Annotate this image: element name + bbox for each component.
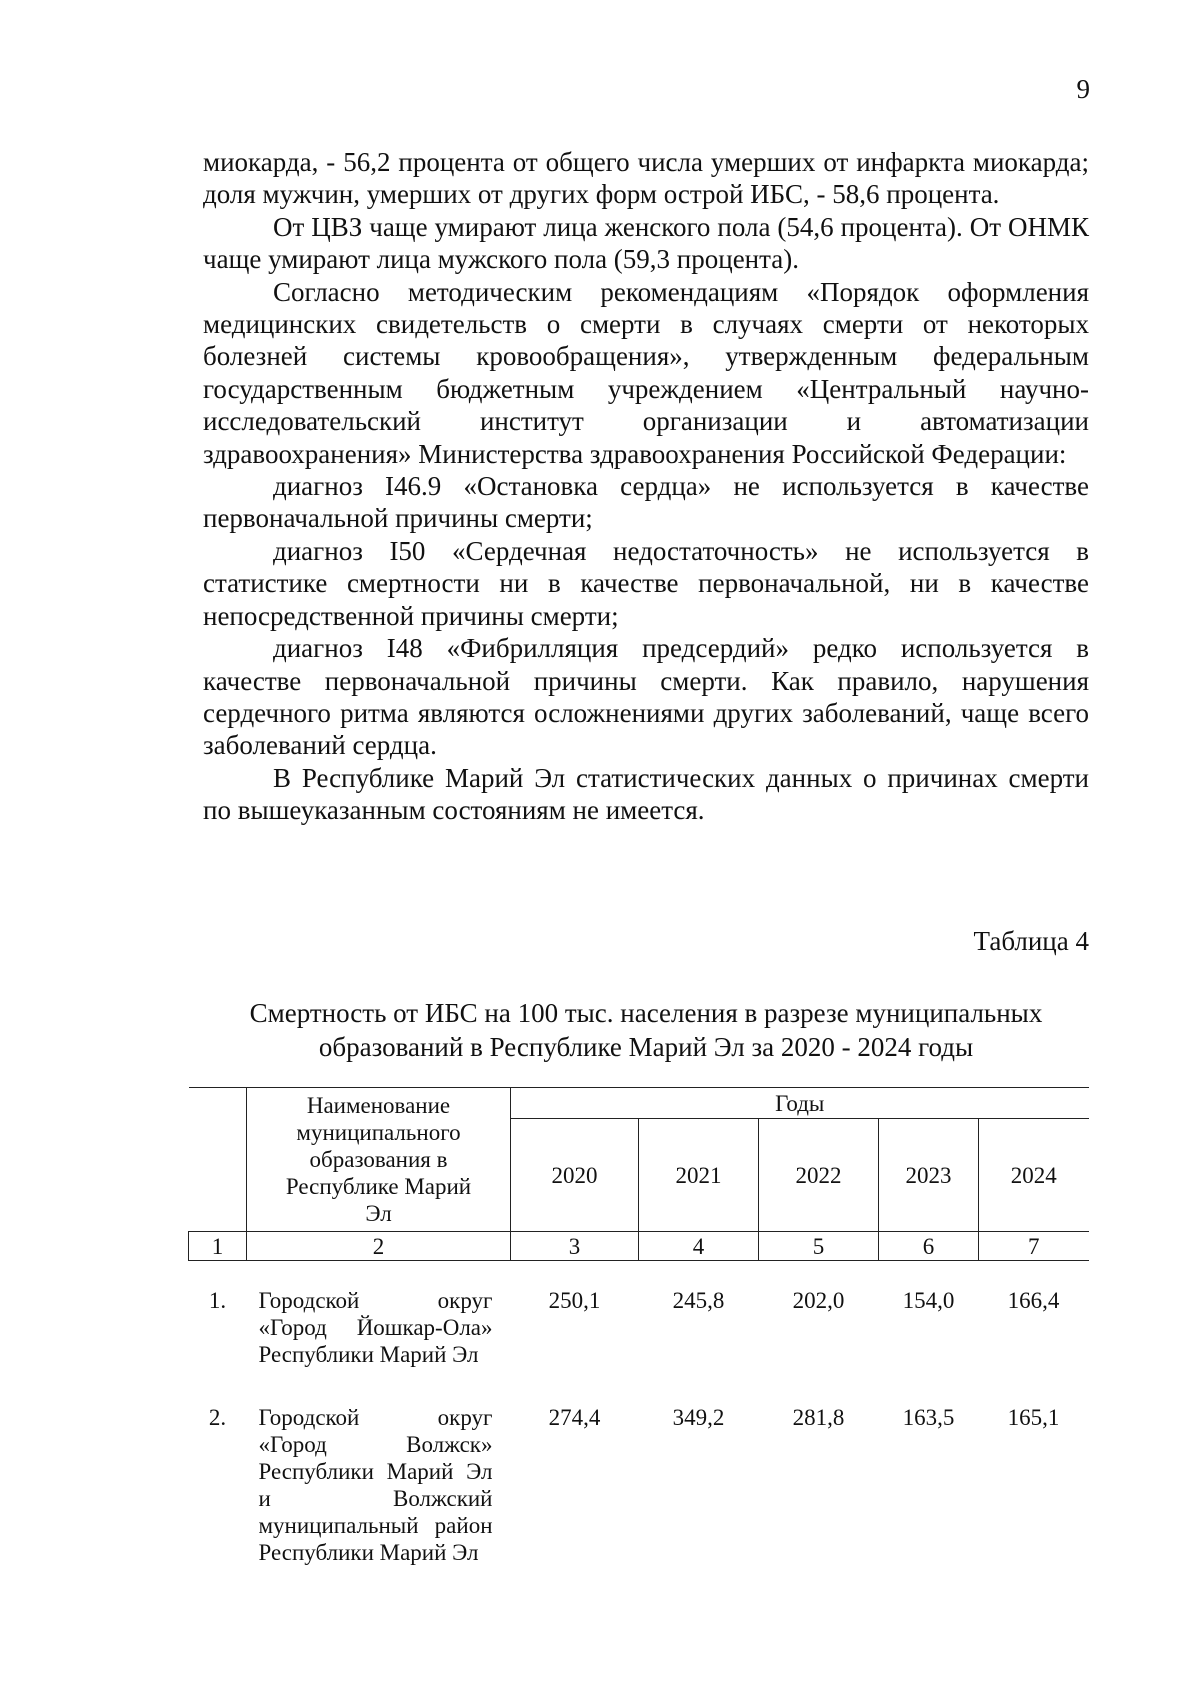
col-number-6: 6 — [879, 1232, 979, 1261]
row-name: Городской округ «Город Йошкар-Ола» Республики Марий Эл — [258, 1288, 493, 1367]
row-name: Городской округ «Город Волжск» Республики Марий Эл и Волжский муниципальный район Республики Марий Эл — [258, 1405, 493, 1565]
paragraph-3: Согласно методическим рекомендациям «Порядок оформления медицинских свидетельств о смерти в случаях смерти от некоторых болезней системы кровообращения», утвержденным федеральным государственным бюджетным учреждением «Центральный научно-исследовательский институт организации и автоматизации здравоохранения» Министерства здравоохранения Российской Федерации: — [203, 276, 1089, 469]
col-number-1: 1 — [189, 1232, 247, 1261]
col-number-4: 4 — [639, 1232, 759, 1261]
row-value-2020: 250,1 — [548, 1288, 601, 1313]
paragraph-5: диагноз I50 «Сердечная недостаточность» не используется в статистике смертности ни в качестве первоначальной, ни в качестве непосредственной причины смерти; — [203, 535, 1089, 631]
row-value-2022: 281,8 — [792, 1405, 845, 1430]
row-value-2024: 166,4 — [1007, 1288, 1060, 1313]
row-value-2023: 163,5 — [902, 1405, 955, 1430]
row-number: 2. — [208, 1405, 227, 1430]
header-year-2022: 2022 — [759, 1119, 879, 1232]
col-number-7: 7 — [979, 1232, 1089, 1261]
table-row — [189, 1287, 1089, 1368]
paragraph-6: диагноз I48 «Фибрилляция предсердий» редко используется в качестве первоначальной причины смерти. Как правило, нарушения сердечного ритма являются осложнениями других заболеваний, чаще всего заболеваний сердца. — [203, 633, 1089, 761]
table-row — [189, 1404, 1089, 1566]
paragraph-4: диагноз I46.9 «Остановка сердца» не используется в качестве первоначальной причины смерти; — [203, 471, 1089, 534]
row-value-2021: 349,2 — [672, 1405, 725, 1430]
row-value-2023: 154,0 — [902, 1288, 955, 1313]
header-name-cell: Наименование муниципального образования в Республике Марий Эл — [247, 1088, 511, 1232]
header-number-cell — [189, 1088, 247, 1232]
row-value-2020: 274,4 — [548, 1405, 601, 1430]
paragraph-7: В Республике Марий Эл статистических данных о причинах смерти по вышеуказанным состояниям не имеется. — [203, 762, 1089, 826]
row-number: 1. — [208, 1288, 227, 1313]
mortality-table — [188, 1087, 1089, 1566]
table-label: Таблица 4 — [973, 926, 1089, 956]
header-year-2023: 2023 — [879, 1119, 979, 1232]
paragraph-1: миокарда, - 56,2 процента от общего числа умерших от инфаркта миокарда; доля мужчин, умерших от других форм острой ИБС, - 58,6 процента. — [203, 147, 1089, 210]
row-value-2022: 202,0 — [792, 1288, 845, 1313]
header-year-2021: 2021 — [639, 1119, 759, 1232]
header-year-2024: 2024 — [979, 1119, 1089, 1232]
header-year-2020: 2020 — [511, 1119, 639, 1232]
col-number-2: 2 — [247, 1232, 511, 1261]
col-number-3: 3 — [511, 1232, 639, 1261]
row-value-2024: 165,1 — [1007, 1405, 1060, 1430]
header-years-label: Годы — [511, 1088, 1089, 1119]
table-title: Смертность от ИБС на 100 тыс. населения в разрезе муниципальных образований в Республике Марий Эл за 2020 - 2024 годы — [249, 998, 1043, 1062]
row-value-2021: 245,8 — [672, 1288, 725, 1313]
paragraph-2: От ЦВЗ чаще умирают лица женского пола (54,6 процента). От ОНМК чаще умирают лица мужского пола (59,3 процента). — [203, 211, 1089, 275]
page-number: 9 — [1076, 74, 1090, 104]
body-text — [203, 146, 1089, 827]
col-number-5: 5 — [759, 1232, 879, 1261]
